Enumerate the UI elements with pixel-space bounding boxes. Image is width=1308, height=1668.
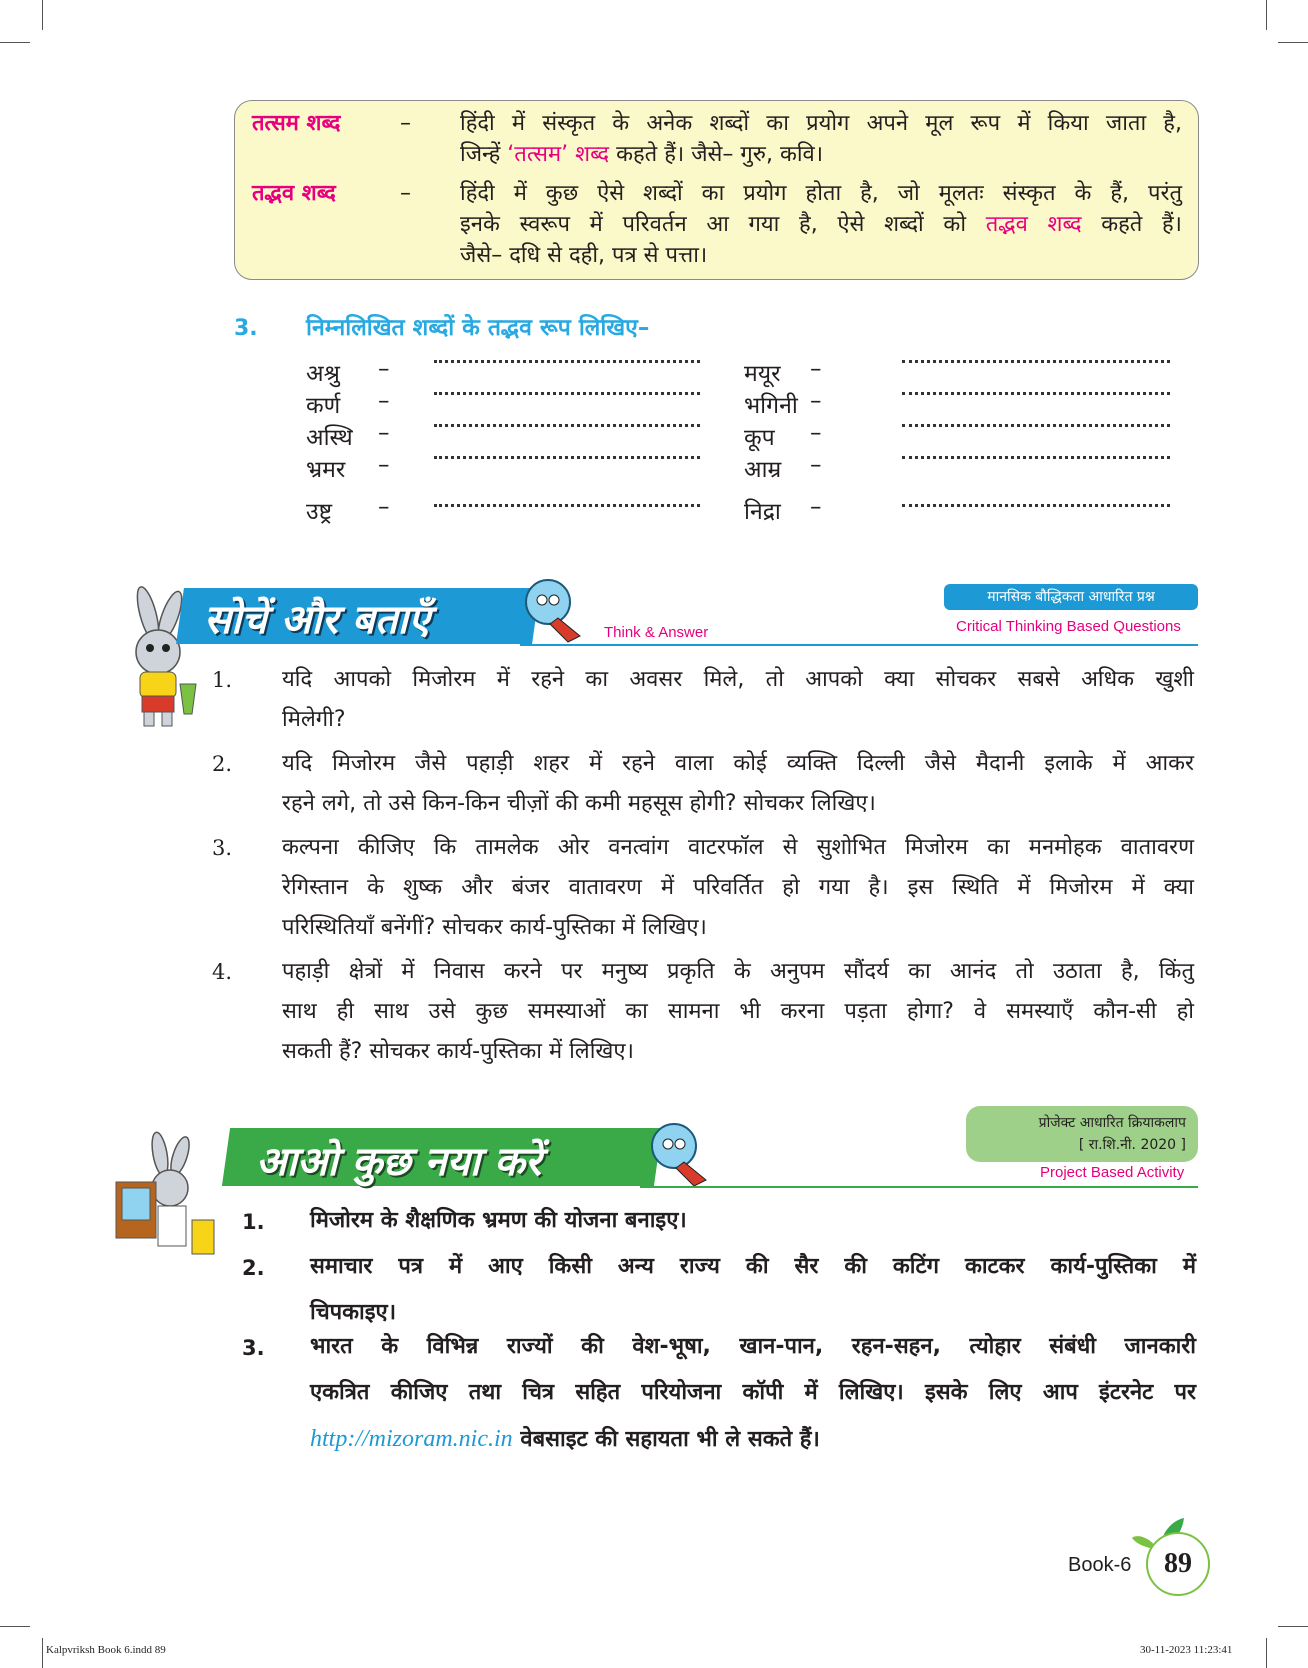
answer-line[interactable]: [434, 504, 700, 507]
project-tag-line1: प्रोजेक्ट आधारित क्रियाकलाप: [1038, 1115, 1186, 1131]
rabbit-painter-illustration: [112, 1130, 222, 1270]
answer-line[interactable]: [434, 456, 700, 459]
question-line: परिस्थितियाँ बनेंगीं? सोचकर कार्य-पुस्तिका में लिखिए।: [282, 915, 707, 940]
project-tag-en: Project Based Activity: [1040, 1164, 1185, 1181]
slug-timestamp: 30-11-2023 11:23:41: [1140, 1644, 1233, 1656]
word-item: [744, 356, 822, 388]
term-dash: –: [400, 181, 411, 206]
question-line: कल्पना कीजिए कि तामलेक ओर वनत्वांग वाटरफॉल से सुशोभित मिजोरम का मनमोहक वातावरण: [282, 835, 1194, 860]
crop-mark: [42, 0, 43, 30]
question-text: [282, 952, 1194, 1072]
question-number: 3.: [212, 836, 233, 860]
word-item: [306, 420, 390, 452]
question-text: [282, 744, 1194, 824]
crop-mark: [0, 1626, 30, 1627]
word-dash: –: [378, 420, 390, 446]
think-tag: मानसिक बौद्धिकता आधारित प्रश्न: [944, 584, 1198, 610]
word-label: निद्रा: [744, 499, 781, 525]
crop-mark: [1278, 42, 1308, 43]
exercise-number: 3.: [234, 316, 258, 341]
answer-line[interactable]: [434, 360, 700, 363]
word-dash: –: [810, 356, 822, 382]
crop-mark: [1266, 0, 1267, 30]
pencil-mascot-icon: [646, 1118, 716, 1190]
word-item: [744, 452, 822, 484]
exercise-title: निम्नलिखित शब्दों के तद्भव रूप लिखिए–: [306, 315, 650, 341]
word-dash: –: [378, 494, 390, 520]
question-text: [282, 828, 1194, 948]
term-label: तद्भव शब्द: [252, 181, 336, 206]
word-item: [306, 452, 390, 484]
word-item: [744, 494, 822, 526]
project-number: 3.: [242, 1336, 265, 1360]
word-label: आम्र: [744, 457, 782, 483]
project-line-end: वेबसाइट की सहायता भी ले सकते हैं।: [520, 1427, 820, 1452]
answer-line[interactable]: [902, 360, 1170, 363]
question-line: यदि आपको मिजोरम में रहने का अवसर मिले, तो आपको क्या सोचकर सबसे अधिक खुशी: [282, 667, 1194, 692]
word-label: अस्थि: [306, 425, 353, 451]
question-number: 2.: [212, 752, 233, 776]
pencil-mascot-icon: [520, 574, 590, 644]
crop-mark: [1278, 1626, 1308, 1627]
highlight-term: तद्भव शब्द: [985, 212, 1082, 237]
project-line: मिजोरम के शैक्षणिक भ्रमण की योजना बनाइए।: [310, 1208, 687, 1233]
project-underline: [640, 1186, 1198, 1188]
project-number: 1.: [242, 1210, 265, 1234]
project-line: [310, 1416, 1196, 1463]
project-line: समाचार पत्र में आए किसी अन्य राज्य की सैर की कटिंग काटकर कार्य-पुस्तिका में: [310, 1254, 1196, 1279]
definition-text: जैसे– दधि से दही, पत्र से पत्ता।: [460, 243, 708, 268]
word-label: अश्रु: [306, 361, 340, 387]
word-label: कर्ण: [306, 393, 341, 419]
word-dash: –: [810, 494, 822, 520]
word-label: भगिनी: [744, 393, 798, 419]
question-number: 1.: [212, 668, 233, 692]
answer-line[interactable]: [902, 456, 1170, 459]
question-line: रेगिस्तान के शुष्क और बंजर वातावरण में परिवर्तित हो गया है। इस स्थिति में मिजोरम में क्या: [282, 875, 1194, 900]
question-text: [282, 660, 1194, 740]
question-line: पहाड़ी क्षेत्रों में निवास करने पर मनुष्य प्रकृति के अनुपम सौंदर्य का आनंद तो उठाता है, किंतु: [282, 959, 1194, 984]
crop-mark: [0, 42, 30, 43]
question-line: साथ ही साथ उसे कुछ समस्याओं का सामना भी करना पड़ता होगा? वे समस्याएँ कौन-सी हो: [282, 999, 1194, 1024]
project-tag-line2: [ रा.शि.नी. 2020 ]: [1078, 1137, 1186, 1153]
word-item: [306, 388, 390, 420]
word-item: [306, 494, 390, 526]
project-line: भारत के विभिन्न राज्यों की वेश-भूषा, खान-पान, रहन-सहन, त्योहार संबंधी जानकारी: [310, 1334, 1196, 1359]
project-text: [310, 1198, 1196, 1244]
definition-text: जिन्हें ‘तत्सम’ शब्द कहते हैं। जैसे– गुरु, कवि।: [460, 142, 824, 167]
word-label: भ्रमर: [306, 457, 346, 483]
word-dash: –: [378, 452, 390, 478]
word-item: [744, 388, 822, 420]
word-item: [744, 420, 822, 452]
term-dash: –: [400, 111, 411, 136]
page-number: 89: [1146, 1532, 1210, 1596]
term-label: तत्सम शब्द: [252, 111, 341, 136]
question-line: सकती हैं? सोचकर कार्य-पुस्तिका में लिखिए।: [282, 1039, 634, 1064]
project-line: चिपकाइए।: [310, 1300, 397, 1325]
think-banner-title: सोचें और बताएँ: [204, 596, 431, 643]
word-label: कूप: [744, 425, 775, 451]
word-dash: –: [378, 356, 390, 382]
website-link[interactable]: http://mizoram.nic.in: [310, 1426, 513, 1452]
book-label: Book-6: [1068, 1554, 1132, 1576]
question-line: यदि मिजोरम जैसे पहाड़ी शहर में रहने वाला कोई व्यक्ति दिल्ली जैसे मैदानी इलाके में आकर: [282, 751, 1194, 776]
think-underline: [520, 644, 1198, 646]
project-text: [310, 1324, 1196, 1463]
word-dash: –: [810, 452, 822, 478]
word-item: [306, 356, 390, 388]
word-dash: –: [810, 388, 822, 414]
answer-line[interactable]: [434, 392, 700, 395]
question-line: मिलेगी?: [282, 707, 346, 732]
question-line: रहने लगे, तो उसे किन-किन चीज़ों की कमी महसूस होगी? सोचकर लिखिए।: [282, 791, 876, 816]
question-number: 4.: [212, 960, 233, 984]
answer-line[interactable]: [434, 424, 700, 427]
project-banner-title: आओ कुछ नया करें: [256, 1138, 542, 1185]
word-label: उष्ट्र: [306, 499, 333, 525]
slug-file: Kalpvriksh Book 6.indd 89: [46, 1644, 166, 1656]
highlight-term: ‘तत्सम’ शब्द: [507, 142, 610, 167]
think-subtitle: Think & Answer: [604, 624, 709, 641]
answer-line[interactable]: [902, 424, 1170, 427]
project-number: 2.: [242, 1256, 265, 1280]
project-line: एकत्रित कीजिए तथा चित्र सहित परियोजना कॉपी में लिखिए। इसके लिए आप इंटरनेट पर: [310, 1380, 1196, 1405]
project-text: [310, 1244, 1196, 1336]
answer-line[interactable]: [902, 392, 1170, 395]
crop-mark: [42, 1638, 43, 1668]
word-dash: –: [378, 388, 390, 414]
word-dash: –: [810, 420, 822, 446]
answer-line[interactable]: [902, 504, 1170, 507]
project-tag: [966, 1106, 1198, 1162]
crop-mark: [1266, 1638, 1267, 1668]
definition-text: इनके स्वरूप में परिवर्तन आ गया है, ऐसे शब्दों को तद्भव शब्द कहते हैं।: [460, 212, 1183, 237]
think-tag-en: Critical Thinking Based Questions: [956, 618, 1181, 635]
definition-text: हिंदी में संस्कृत के अनेक शब्दों का प्रयोग अपने मूल रूप में किया जाता है,: [460, 111, 1182, 136]
word-label: मयूर: [744, 361, 781, 387]
definition-text: हिंदी में कुछ ऐसे शब्दों का प्रयोग होता है, जो मूलतः संस्कृत के हैं, परंतु: [460, 181, 1182, 206]
